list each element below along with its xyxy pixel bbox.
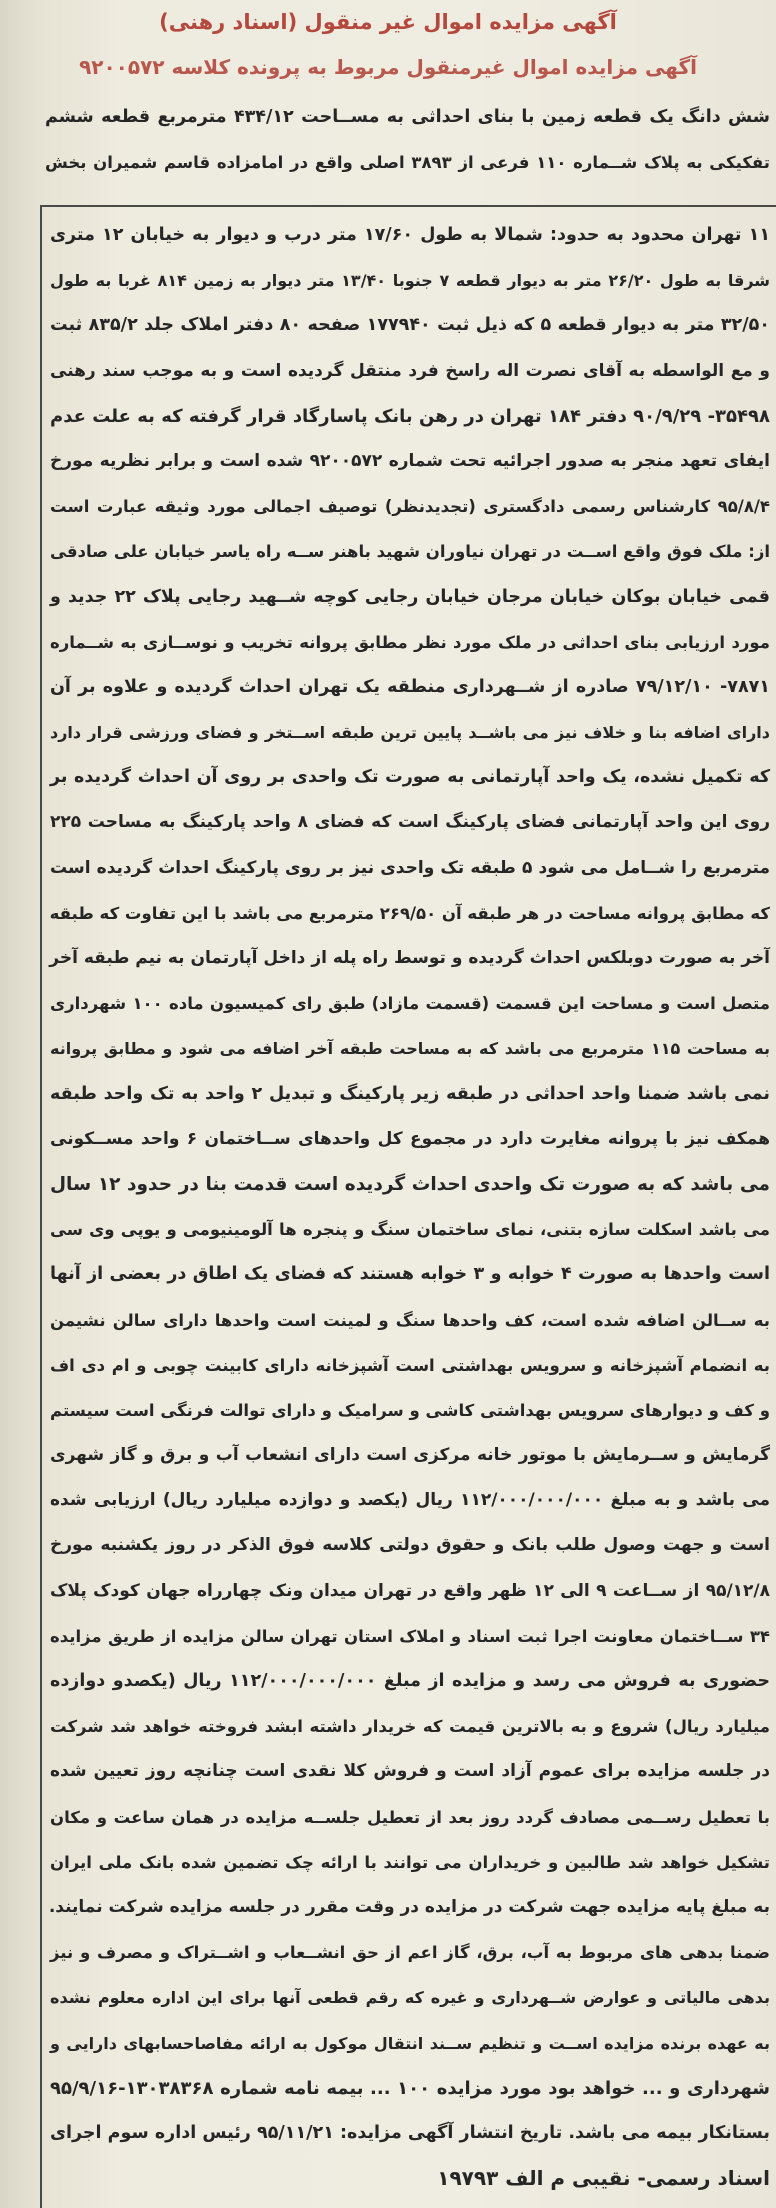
body-line: و کف و دیوارهای سرویس بهداشتی کاشی و سرامیک و دارای توالت فرنگی است سیستم <box>50 1400 770 1420</box>
body-line: و مع الواسطه به آقای نصرت اله راسخ فرد منتقل گردیده است و به موجب سند رهنی <box>50 360 770 381</box>
body-line: ۷۸۷۱- ۷۹/۱۲/۱۰ صادره از شــهرداری منطقه یک تهران احداث گردیده و علاوه بر آن <box>50 676 770 697</box>
body-line: بستانکار بیمه می باشد. تاریخ انتشار آگهی مزایده: ۹۵/۱۱/۲۱ رئیس اداره سوم اجرای <box>50 2122 770 2143</box>
body-line: می باشد و به مبلغ ۱۱۲/۰۰۰/۰۰۰/۰۰۰ ریال (یکصد و دوازده میلیارد ریال) ارزیابی شده <box>50 1490 770 1511</box>
body-line: به انضمام آشپزخانه و سرویس بهداشتی است آشپزخانه دارای کابینت چوبی و ام دی اف <box>50 1355 770 1375</box>
body-line: به مبلغ پایه مزایده جهت شرکت در مزایده در وقت مقرر در جلسه مزایده شرکت نمایند. <box>48 1896 770 1917</box>
case-subtitle: آگهی مزایده اموال غیرمنقول مربوط به پرونده کلاسه ۹۲۰۰۵۷۲ <box>79 55 697 79</box>
body-line: به ســالن اضافه شده است، کف واحدها سنگ و لمینت است واحدها دارای سالن نشیمن <box>50 1310 770 1330</box>
intro-line: شش دانگ یک قطعه زمین با بنای احداثی به مســاحت ۴۳۴/۱۲ مترمربع قطعه ششم <box>45 107 770 127</box>
body-line: متصل است و مساحت این قسمت (قسمت مازاد) طبق رای کمیسیون ماده ۱۰۰ شهرداری <box>50 994 770 1014</box>
body-line: دارای اضافه بنا و خلاف نیز می باشــد پایین ترین طبقه اســتخر و فضای ورزشی قرار دارد <box>50 723 770 743</box>
notice-body-box <box>40 205 776 2208</box>
notice-intro <box>45 95 770 185</box>
body-line: گرمایش و ســرمایش با موتور خانه مرکزی است دارای انشعاب آب و برق و گاز شهری <box>50 1445 770 1466</box>
body-line: است و جهت وصول طلب بانک و حقوق دولتی کلاسه فوق الذکر در روز یکشنبه مورخ <box>50 1535 770 1556</box>
intro-line: تفکیکی به پلاک شــماره ۱۱۰ فرعی از ۳۸۹۳ اصلی واقع در امامزاده قاسم شمیران بخش <box>45 153 770 172</box>
body-line: ۳۵۴۹۸- ۹۰/۹/۲۹ دفتر ۱۸۴ تهران در رهن بانک پاسارگاد قرار گرفته که به علت عدم <box>50 405 770 427</box>
body-line: از: ملک فوق واقع اســت در تهران نیاوران شهید باهنر ســه راه یاسر خیابان علی صادقی <box>50 542 770 562</box>
body-line: اسناد رسمی- نقیبی م الف ۱۹۷۹۳ <box>437 2166 770 2191</box>
body-line: به مساحت ۱۱۵ مترمربع می باشد که به مساحت طبقه آخر اضافه می شود و مطابق پروانه <box>50 1039 771 1059</box>
body-line: تشکیل خواهد شد طالبین و خریداران می توانند با ارائه چک تضمین شده بانک ملی ایران <box>50 1852 770 1872</box>
body-line: در جلسه مزایده برای عموم آزاد است و فروش کلا نقدی است چنانچه روز تعیین شده <box>50 1761 770 1782</box>
body-line: ۱۱ تهران محدود به حدود: شمالا به طول ۱۷/۶۰ متر درب و دیوار به خیابان ۱۲ متری <box>50 225 771 245</box>
body-line: ۳۲/۵۰ متر به دیوار قطعه ۵ که ذیل ثبت ۱۷۷۹۴۰ صفحه ۸۰ دفتر املاک جلد ۸۳۵/۲ ثبت <box>50 315 770 336</box>
body-line: می باشد که به صورت تک واحدی احداث گردیده است قدمت بنا در حدود ۱۲ سال <box>50 1173 770 1195</box>
body-line: ایفای تعهد منجر به صدور اجرائیه تحت شماره ۹۲۰۰۵۷۲ شده است و برابر نظریه مورخ <box>50 450 770 471</box>
body-line: همکف نیز با پروانه مغایرت دارد در مجموع کل واحدهای ســاختمان ۶ واحد مســکونی <box>50 1128 770 1149</box>
body-line: می باشد اسکلت سازه بتنی، نمای ساختمان سنگ و پنجره ها آلومینیومی و یوپی وی سی <box>50 1220 770 1240</box>
body-line: با تعطیل رســمی مصادف گردد روز بعد از تعطیل جلســه مزایده در همان ساعت و مکان <box>50 1807 770 1827</box>
body-line: ۳۴ ســاختمان معاونت اجرا ثبت اسناد و املاک استان تهران سالن مزایده از طریق مزایده <box>50 1626 770 1646</box>
body-line: ۹۵/۸/۴ کارشناس رسمی دادگستری (تجدیدنظر) توصیف اجمالی مورد وثیقه عبارت است <box>50 497 770 517</box>
body-line: ضمنا بدهی های مربوط به آب، برق، گاز اعم از حق انشــعاب و اشــتراک و مصرف و نیز <box>50 1943 770 1963</box>
body-line: نمی باشد ضمنا واحد احداثی در طبقه زیر پارکینگ و تبدیل ۲ واحد به تک واحد طبقه <box>50 1083 770 1104</box>
body-line: شرقا به طول ۲۶/۲۰ متر به دیوار قطعه ۷ جنوبا ۱۳/۴۰ متر دیوار به زمین ۸۱۴ غربا به طول <box>50 271 771 291</box>
body-line: ۹۵/۱۲/۸ از ســاعت ۹ الی ۱۲ ظهر واقع در تهران میدان ونک چهارراه جهان کودک پلاک <box>50 1580 770 1601</box>
body-line: روی این واحد آپارتمانی فضای پارکینگ است که فضای ۸ واحد پارکینگ به مساحت ۲۲۵ <box>50 812 770 833</box>
body-line: مترمربع را شــامل می شود ۵ طبقه تک واحدی نیز بر روی پارکینگ احداث گردیده است <box>50 857 771 878</box>
body-line: مورد ارزیابی بنای احداثی در ملک مورد نظر مطابق پروانه تخریب و نوســازی به شــماره <box>50 632 770 652</box>
body-line: که مطابق پروانه مساحت در هر طبقه آن ۲۶۹/۵۰ مترمربع می باشد با این تفاوت که طبقه <box>49 903 770 923</box>
body-line: که تکمیل نشده، یک واحد آپارتمانی به صورت تک واحدی بر روی آن احداث گردیده بر <box>50 767 770 788</box>
body-line: بدهی مالیاتی و عوارض شــهرداری و غیره که رقم قطعی آنها برای این اداره معلوم نشده <box>50 1988 770 2008</box>
body-line: قمی خیابان بوکان خیابان مرجان خیابان رجایی کوچه شــهید رجایی پلاک ۲۲ جدید و <box>50 586 770 607</box>
body-line: شهرداری و ... خواهد بود مورد مزایده ۱۰۰ ... بیمه نامه شماره ۱۳۰۳۸۳۶۸-۹۵/۹/۱۶ <box>50 2077 771 2099</box>
notice-title: آگهی مزایده اموال غیر منقول (اسناد رهنی) <box>159 10 617 34</box>
body-line: به عهده برنده مزایده اســت و تنظیم ســند انتقال موکول به ارائه مفاصاحسابهای دارایی و <box>50 2033 770 2053</box>
body-line: میلیارد ریال) شروع و به بالاترین قیمت که خریدار داشته ابشد فروخته خواهد شد شرکت <box>50 1717 770 1737</box>
body-line: است واحدها به صورت ۴ خوابه و ۳ خوابه هستند که فضای یک اطاق در بعضی از آنها <box>50 1264 770 1285</box>
body-line: آخر به صورت دوبلکس احداث گردیده و توسط راه پله از داخل آپارتمان به نیم طبقه آخر <box>49 948 770 968</box>
body-line: حضوری به فروش می رسد و مزایده از مبلغ ۱۱۲/۰۰۰/۰۰۰/۰۰۰ ریال (یکصدو دوازده <box>50 1671 770 1691</box>
